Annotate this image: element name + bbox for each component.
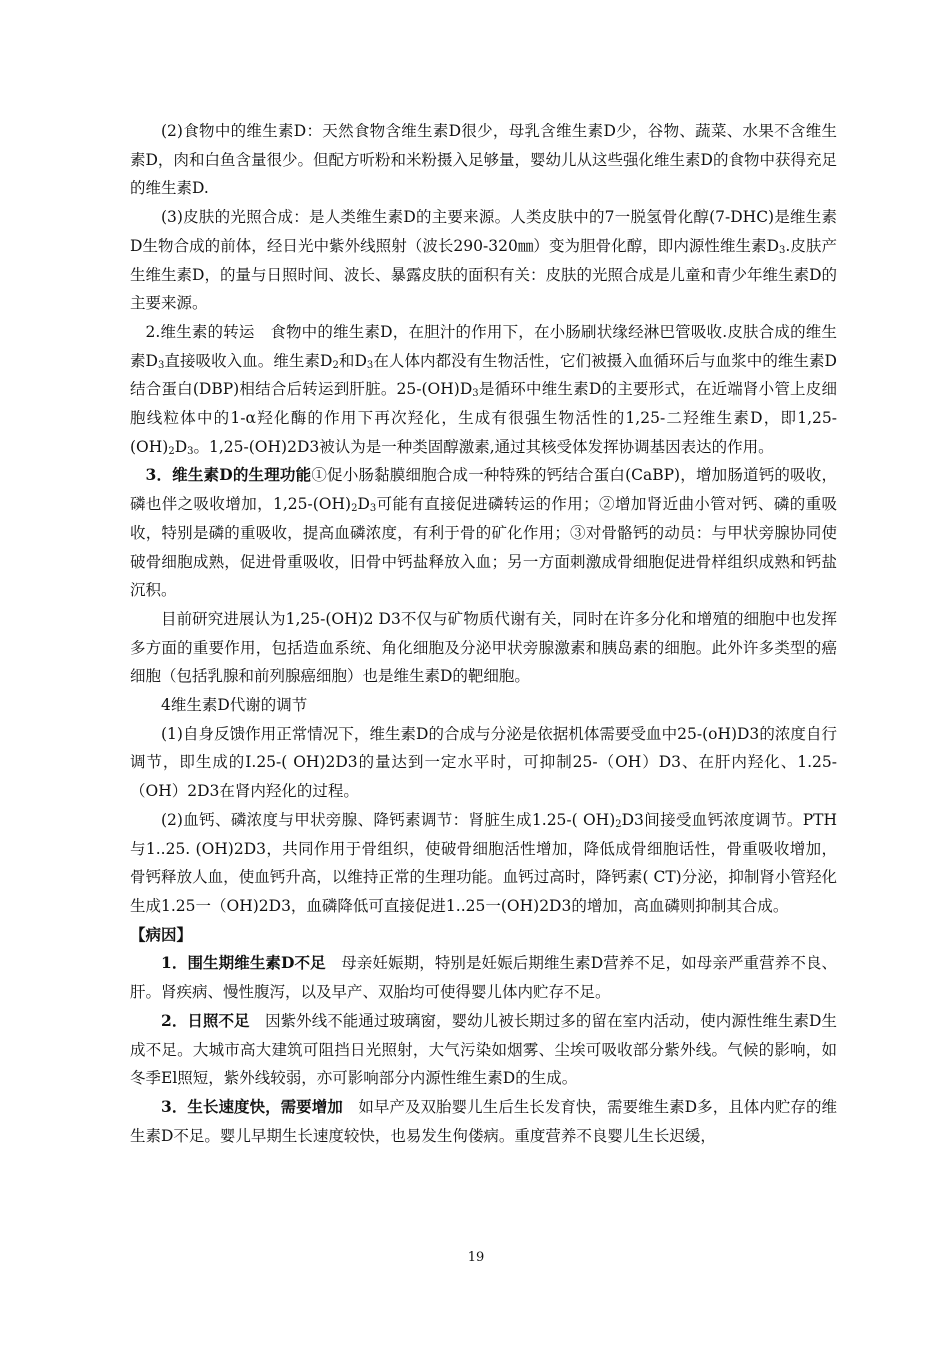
paragraph-sunlight: 2．日照不足 因紫外线不能通过玻璃窗，婴幼儿被长期过多的留在室内活动，使内源性维生素D生成不足。大城市高大建筑可阻挡日光照射，大气污染如烟雾、尘埃可吸收部分紫外线。气候的影响，如冬季El照短，紫外线较弱，亦可影响部分内源性维生素D的生成。 — [130, 1010, 837, 1088]
paragraph-regulation-heading: 4维生素D代谢的调节 — [161, 696, 308, 715]
section-heading: 3．生长速度快，需要增加 — [161, 1096, 343, 1116]
section-heading: 1．围生期维生素D不足 — [161, 953, 326, 973]
paragraph-food-vitamin-d: (2)食物中的维生素D：天然食物含维生素D很少，母乳含维生素D少，谷物、蔬菜、水果不含维生素D，肉和白鱼含量很少。但配方听粉和米粉摄入足够量，婴幼儿从这些强化维生素D的食物中获得充足的维生素D. — [130, 122, 837, 198]
paragraph-physiological-function: 3．维生素D的生理功能①促小肠黏膜细胞合成一种特殊的钙结合蛋白(CaBP)，增加肠道钙的吸收，磷也伴之吸收增加，$1,25-(OH)_2D_3$可能有直接促进磷转运的作用；②增加肾近曲小管对钙、磷的重吸收，特别是磷的重吸收，提高血磷浓度，有利于骨的矿化作用；③对骨骼钙的动员：与甲状旁腺协同使破骨细胞成熟，促进骨重吸收，旧骨中钙盐释放入血；另一方面刺激成骨细胞促进骨样组织成熟和钙盐沉积。 — [130, 465, 837, 600]
paragraph-calcium-regulation: (2)血钙、磷浓度与甲状旁腺、降钙素调节：肾脏生成1.25-( $OH)_2D3$间接受血钙浓度调节。PTH与1..25. (OH)2D3，共同作用于骨组织，使破骨细胞活性增加，降低成骨细胞话性，骨重吸收增加，骨钙释放人血，使血钙升高，以维持正常的生理功能。血钙过高时，降钙素( CT)分泌，抑制肾小管羟化生成1.25一（OH)2D3，血磷降低可直接促进1..25一(OH)2D3的增加，高血磷则抑制其合成。 — [130, 810, 838, 915]
paragraph-feedback: (1)自身反馈作用正常情况下，维生素D的合成与分泌是依据机体需要受血中25-(oH)D3的浓度自行调节，即生成的I.25-( OH)2D3的量达到一定水平时，可抑制25-（OH）D3、在肝内羟化、1.25-（OH）2D3在肾内羟化的过程。 — [130, 724, 837, 801]
section-heading: 3．维生素D的生理功能 — [145, 465, 312, 485]
paragraph-skin-synthesis: (3)皮肤的光照合成：是人类维生素D的主要来源。人类皮肤中的7一脱氢骨化醇(7-DHC)是维生素D生物合成的前体，经日光中紫外线照射（波长290-320㎜）变为胆骨化醇，即内源性维生素$D_3$.皮肤产生维生素D，的量与日照时间、波长、暴露皮肤的面积有关：皮肤的光照合成是儿童和青少年维生素D的主要来源。 — [130, 208, 837, 313]
page-number: 19 — [467, 1250, 485, 1265]
section-etiology-heading: 【病因】 — [130, 924, 193, 944]
paragraph-transport: 2.维生素的转运 食物中的维生素D，在胆汁的作用下，在小肠刷状缘经淋巴管吸收.皮肤合成的维生素$D_3$直接吸收入血。维生素$D_2$和$D_3$在人体内都没有生物活性，它们被摄入血循环后与血浆中的维生素D结合蛋白(DBP)相结合后转运到肝脏。$25-(OH)D_3$是循环中维生素D的主要形式，在近端肾小管上皮细胞线粒体中的1-α羟化酶的作用下再次羟化，生成有很强生物活性的1,25-二羟维生素D，即$1,25-(OH)_2D_3$。1,25-(OH)2D3被认为是一种类固醇激素,通过其核受体发挥协调基因表达的作用。 — [130, 322, 837, 457]
paragraph-research-progress: 目前研究进展认为1,25-(OH)2 D3不仅与矿物质代谢有关，同时在许多分化和增殖的细胞中也发挥多方面的重要作用，包括造血系统、角化细胞及分泌甲状旁腺激素和胰岛素的细胞。此外许多类型的癌细胞（包括乳腺和前列腺癌细胞）也是维生素D的靶细胞。 — [130, 609, 837, 686]
paragraph-growth-speed: 3．生长速度快，需要增加 如早产及双胎婴儿生后生长发育快，需要维生素D多，且体内贮存的维生素D不足。婴儿早期生长速度较快，也易发生佝偻病。重度营养不良婴儿生长迟缓， — [130, 1096, 837, 1145]
document-body — [130, 117, 837, 1150]
paragraph-perinatal: 1．围生期维生素D不足 母亲妊娠期，特别是妊娠后期维生素D营养不足，如母亲严重营养不良、肝。肾疾病、慢性腹泻，以及早产、双胎均可使得婴儿体内贮存不足。 — [130, 953, 837, 1002]
section-heading: 2．日照不足 — [161, 1010, 250, 1030]
